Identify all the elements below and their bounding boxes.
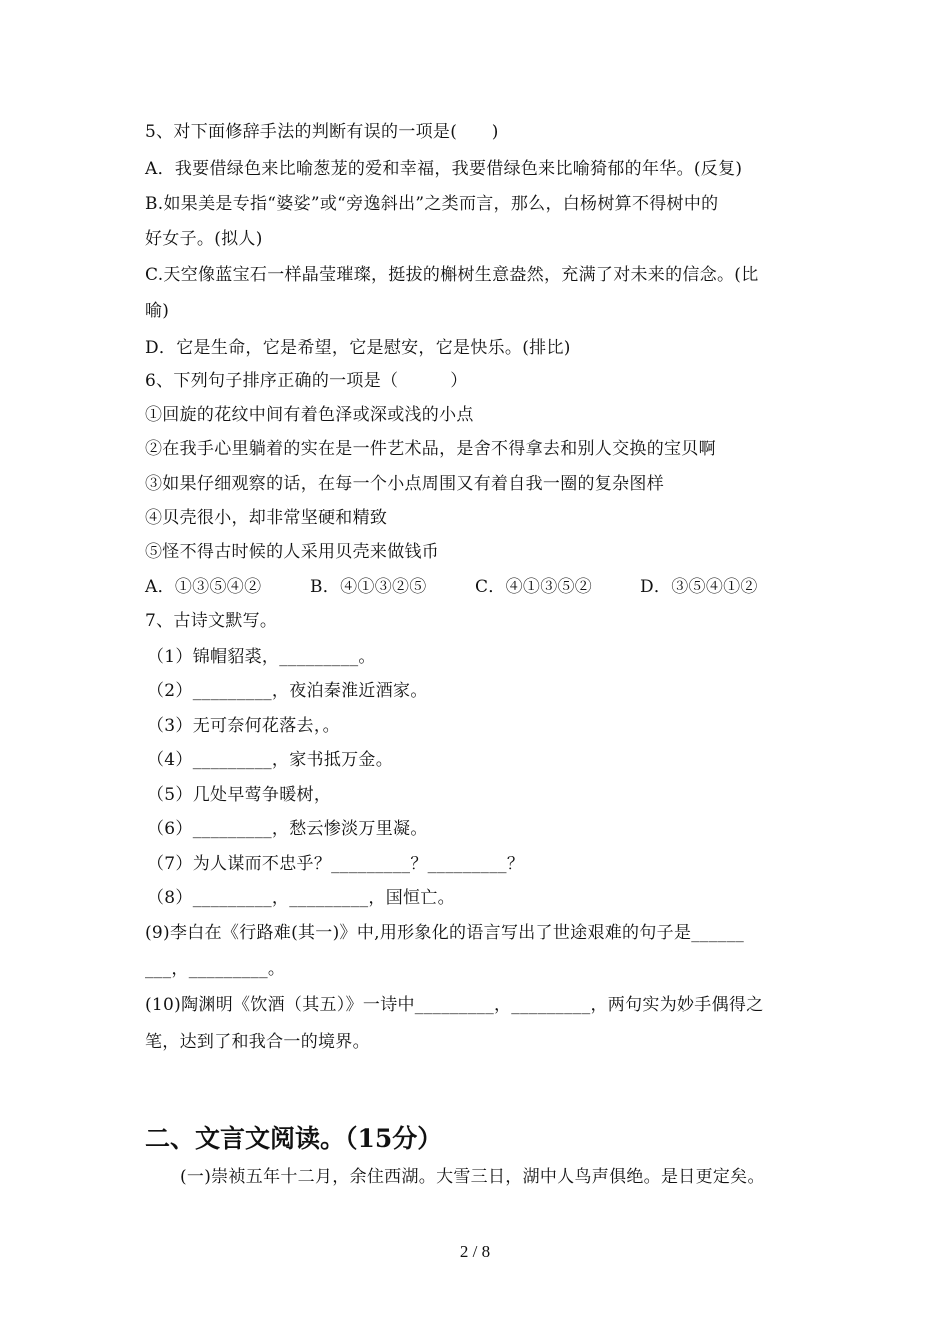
q6-options (145, 576, 810, 598)
q5-option-b-line2: 好女子。(拟人) (145, 229, 263, 249)
q7-line-6: （6）_________，愁云惨淡万里凝。 (147, 819, 428, 839)
q7-line-1: （1）锦帽貂裘，_________。 (147, 647, 376, 667)
q7-line-10b: 笔，达到了和我合一的境界。 (145, 1032, 370, 1052)
q5-option-d: D．它是生命，它是希望，它是慰安，它是快乐。(排比) (145, 338, 571, 358)
page-number: 2 / 8 (459, 1242, 491, 1261)
q5-option-c-line2: 喻) (145, 301, 170, 321)
q7-line-2: （2）_________，夜泊秦淮近酒家。 (147, 681, 428, 701)
section-paragraph: (一)崇祯五年十二月，余住西湖。大雪三日，湖中人鸟声俱绝。是日更定矣。 (180, 1167, 765, 1187)
q6-sentence-3: ③如果仔细观察的话，在每一个小点周围又有着自我一圈的复杂图样 (145, 474, 664, 494)
q6-sentence-1: ①回旋的花纹中间有着色泽或深或浅的小点 (145, 405, 474, 425)
q6-sentence-4: ④贝壳很小，却非常坚硬和精致 (145, 508, 388, 528)
q6-stem: 6、下列句子排序正确的一项是（ ） (145, 371, 468, 391)
section-heading: 二、文言文阅读。（15分） (145, 1124, 443, 1153)
q7-line-7: （7）为人谋而不忠乎？_________？_________？ (147, 854, 525, 874)
q5-option-c-line1: C.天空像蓝宝石一样晶莹璀璨，挺拔的槲树生意盎然，充满了对未来的信念。(比 (145, 265, 759, 285)
q5-option-b-line1: B.如果美是专指“婆娑”或“旁逸斜出”之类而言，那么，白杨树算不得树中的 (145, 194, 719, 214)
q6-option-b: B．④①③②⑤ (310, 577, 427, 597)
q7-line-4: （4）_________，家书抵万金。 (147, 750, 394, 770)
q7-stem: 7、古诗文默写。 (145, 611, 278, 631)
q5-option-a: A．我要借绿色来比喻葱茏的爱和幸福，我要借绿色来比喻猗郁的年华。(反复) (145, 159, 743, 179)
q7-line-5: （5）几处早莺争暖树， (147, 785, 332, 805)
q6-option-d: D．③⑤④①② (640, 577, 758, 597)
q7-line-9a: (9)李白在《行路难(其一)》中,用形象化的语言写出了世途艰难的句子是______ (145, 923, 745, 943)
q7-line-8: （8）_________，_________，国恒亡。 (147, 888, 455, 908)
q7-line-9b: ___，_________。 (145, 959, 286, 979)
q6-sentence-2: ②在我手心里躺着的实在是一件艺术品，是舍不得拿去和别人交换的宝贝啊 (145, 439, 716, 459)
q6-option-c: C．④①③⑤② (475, 577, 593, 597)
q7-line-10a: (10)陶渊明《饮酒（其五）》一诗中_________，_________，两句实为妙手偶得之 (145, 995, 764, 1015)
q7-line-3: （3）无可奈何花落去，。 (147, 716, 340, 736)
q6-option-a: A．①③⑤④② (145, 577, 262, 597)
q5-stem: 5、对下面修辞手法的判断有误的一项是( ) (145, 122, 499, 142)
q6-sentence-5: ⑤怪不得古时候的人采用贝壳来做钱币 (145, 542, 440, 562)
